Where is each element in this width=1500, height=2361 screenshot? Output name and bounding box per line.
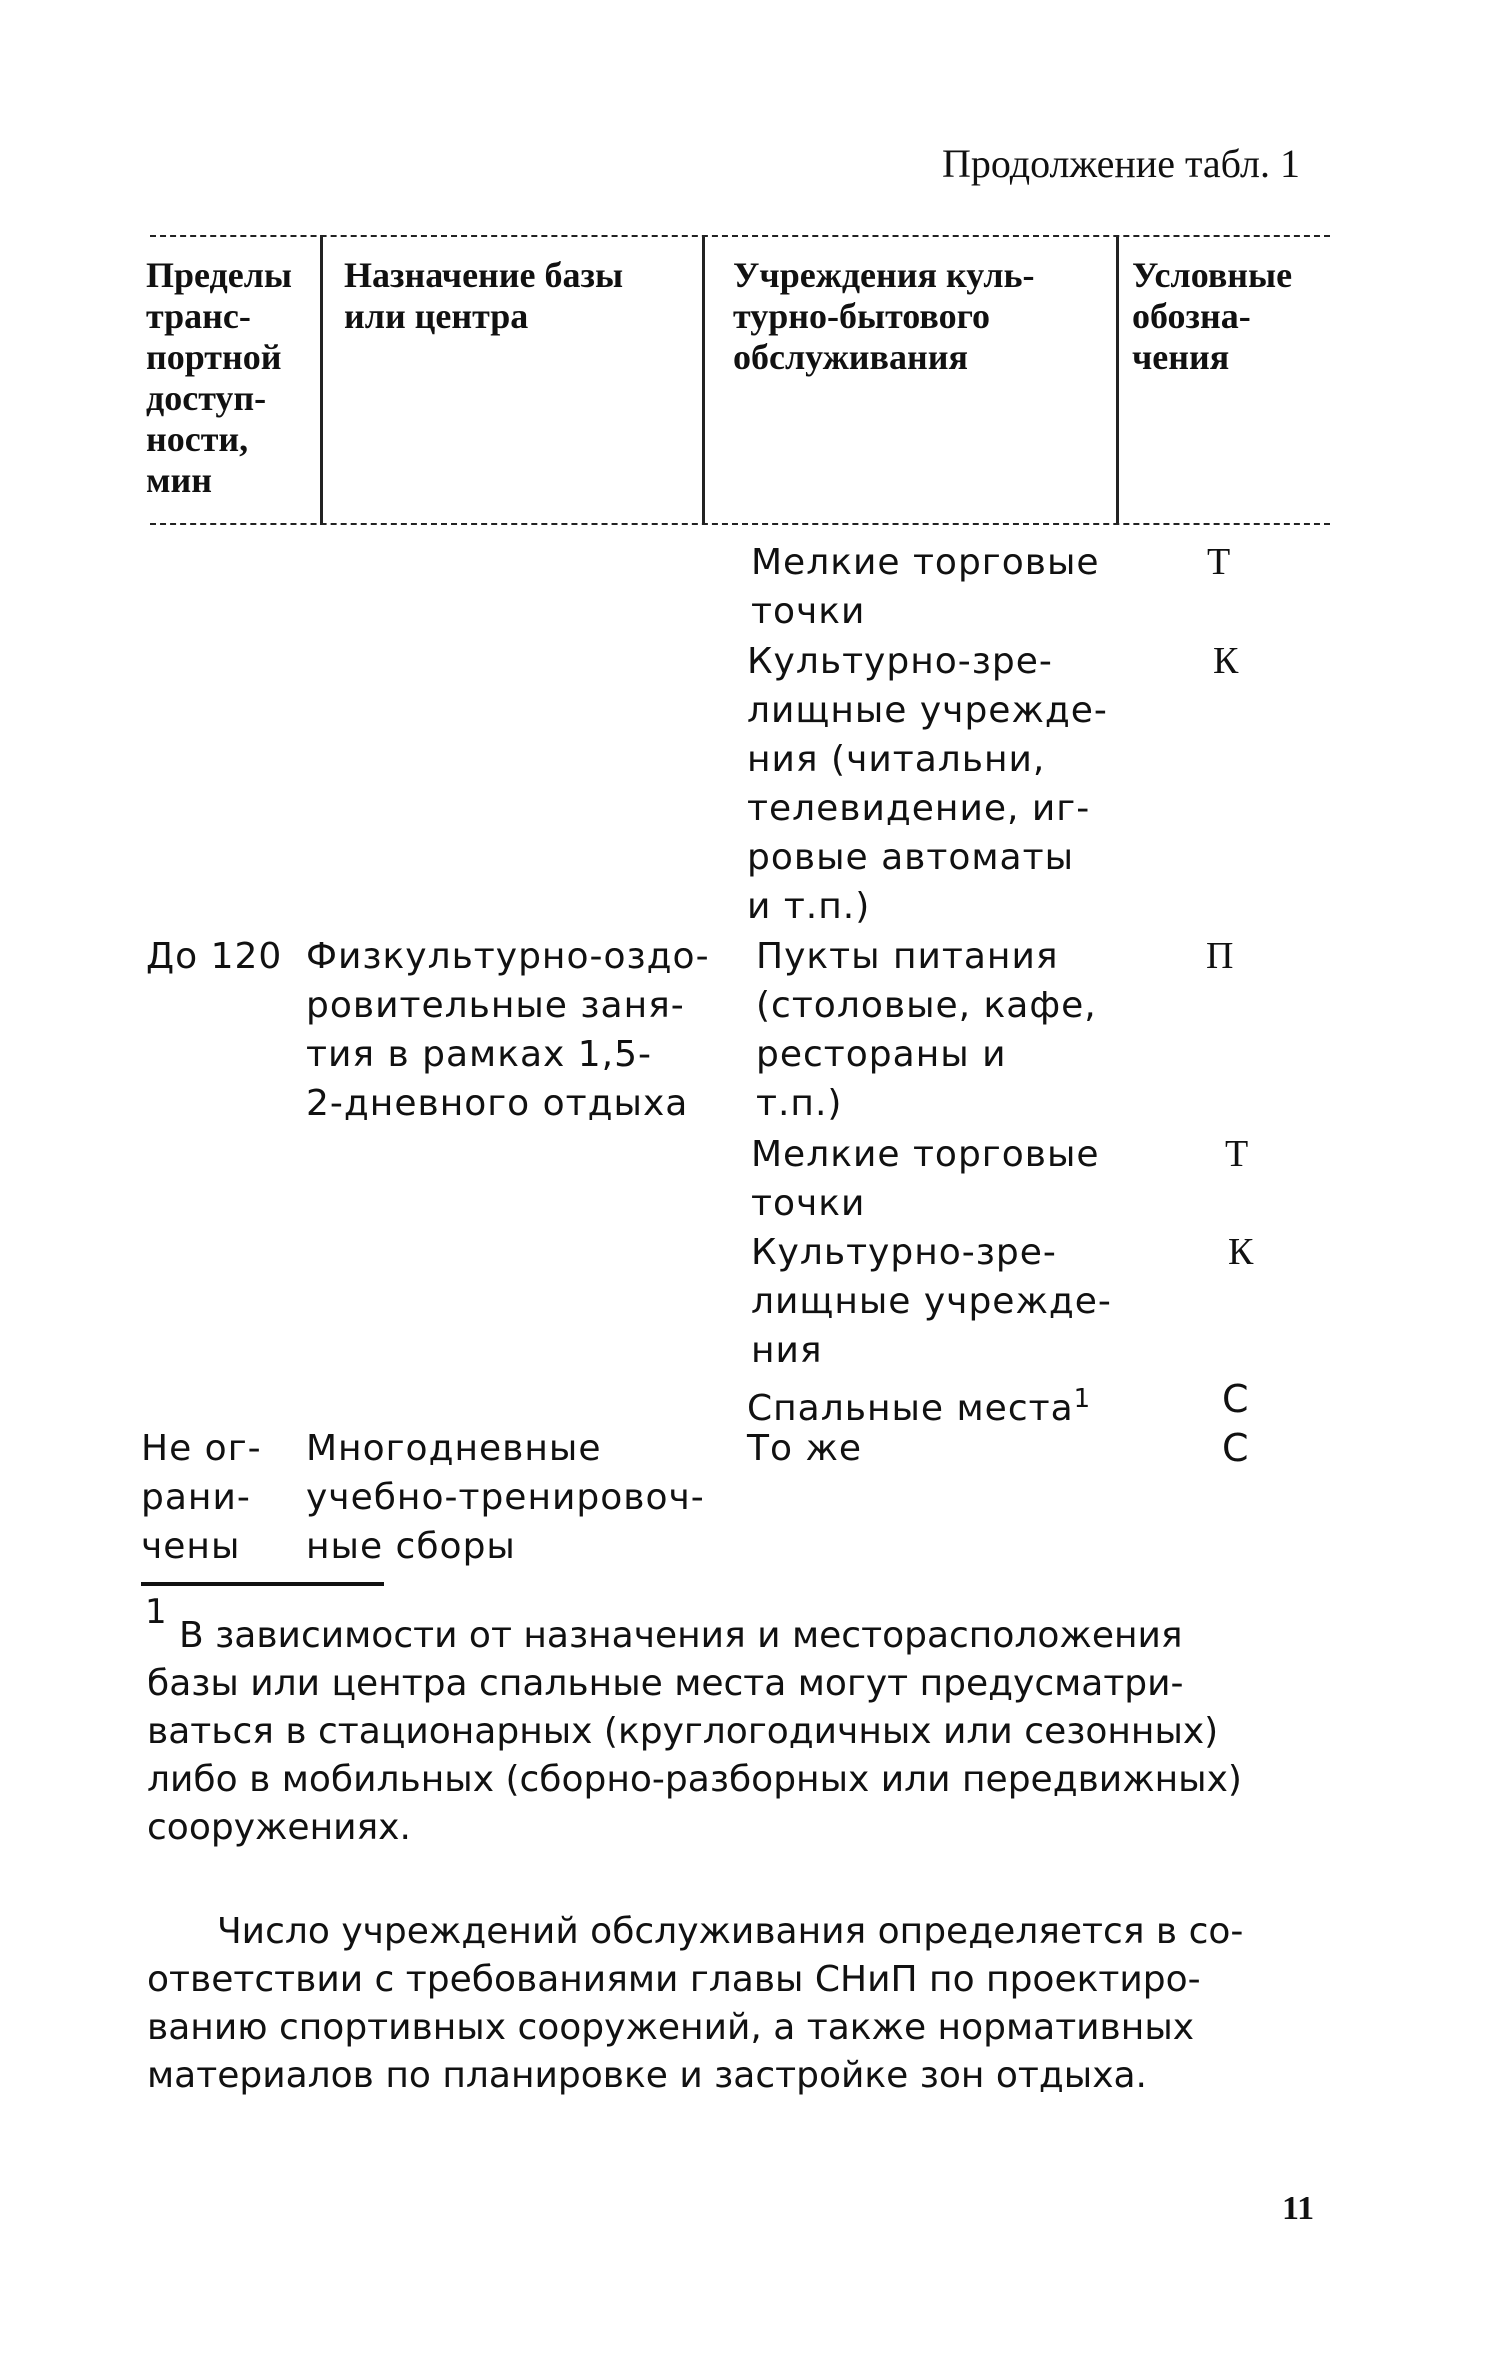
footnote-line: базы или центра спальные места могут предусматри- [147, 1663, 1184, 1704]
paragraph-line: ответствии с требованиями главы СНиП по проектиро- [147, 1959, 1201, 2000]
facility-cell [747, 1424, 862, 1473]
facility-cell [747, 637, 1108, 931]
purpose-line: 2-дневного отдыха [306, 1083, 689, 1124]
header-transport-limits [146, 255, 292, 501]
facility-line: Пукты питания [756, 936, 1059, 977]
limit-line: рани- [141, 1477, 251, 1518]
footnote-text [147, 1612, 1242, 1852]
header-line: Назначение базы [344, 255, 624, 295]
facility-line: То же [747, 1428, 863, 1469]
facility-line: Культурно-зре- [751, 1232, 1057, 1273]
symbol-cell: Т [1225, 1133, 1249, 1175]
facility-line: лищные учрежде- [751, 1281, 1112, 1322]
header-line: Учреждения куль- [733, 255, 1035, 295]
header-line: турно-бытового [733, 296, 991, 336]
header-line: Условные [1132, 255, 1293, 295]
symbol-cell: Т [1207, 541, 1231, 583]
header-line: доступ- [146, 378, 267, 418]
facility-line: т.п.) [756, 1083, 843, 1124]
header-line: портной [146, 337, 282, 377]
footnote-line: В зависимости от назначения и месторасположения [179, 1615, 1183, 1656]
column-divider-3 [1116, 235, 1119, 525]
limit-line: чены [141, 1526, 241, 1567]
paragraph-line: Число учреждений обслуживания определяется в со- [217, 1911, 1244, 1952]
footnote-line: ваться в стационарных (круглогодичных или сезонных) [147, 1711, 1219, 1752]
facility-line: лищные учрежде- [747, 690, 1108, 731]
facility-line: Культурно-зре- [747, 641, 1053, 682]
symbol-cell: К [1213, 640, 1239, 682]
facility-line: ния (читальни, [747, 739, 1046, 780]
header-line: чения [1132, 337, 1230, 377]
header-line: Пределы [146, 255, 293, 295]
footnote-ref: 1 [1073, 1384, 1092, 1414]
header-symbols [1132, 255, 1292, 378]
symbol-cell: С [1222, 1426, 1249, 1470]
body-paragraph [147, 1908, 1243, 2100]
footnote-mark: 1 [145, 1592, 167, 1632]
header-line: обозна- [1132, 296, 1251, 336]
header-line: обслуживания [733, 337, 968, 377]
purpose-line: ные сборы [306, 1526, 516, 1567]
purpose-cell [306, 932, 710, 1128]
limit-line: До 120 [146, 936, 283, 977]
facility-line: Спальные места [747, 1388, 1074, 1429]
symbol-cell: С [1222, 1377, 1249, 1421]
page-number: 11 [1282, 2190, 1315, 2227]
purpose-cell [306, 1424, 705, 1571]
header-facilities [733, 255, 1035, 378]
facility-line: Мелкие торговые [751, 1134, 1100, 1175]
symbol-cell: К [1228, 1231, 1254, 1273]
facility-line: ровые автоматы [747, 837, 1074, 878]
header-line: ности, [146, 419, 249, 459]
purpose-line: ровительные заня- [306, 985, 685, 1026]
table-caption: Продолжение табл. 1 [942, 141, 1300, 186]
facility-line: точки [751, 1183, 866, 1224]
footnote-rule [141, 1582, 384, 1586]
column-divider-2 [702, 235, 705, 525]
facility-cell [756, 932, 1097, 1128]
footnote-line: либо в мобильных (сборно-разборных или передвижных) [147, 1759, 1242, 1800]
header-purpose [344, 255, 623, 337]
table-header-bottom-rule [150, 523, 1330, 525]
paragraph-line: ванию спортивных сооружений, а также нормативных [147, 2007, 1195, 2048]
facility-line: (столовые, кафе, [756, 985, 1097, 1026]
facility-line: ния [751, 1330, 823, 1371]
paragraph-line: материалов по планировке и застройке зон отдыха. [147, 2055, 1148, 2096]
purpose-line: тия в рамках 1,5- [306, 1034, 652, 1075]
facility-cell [751, 1228, 1112, 1375]
facility-line: Мелкие торговые [751, 542, 1100, 583]
symbol-cell: П [1206, 935, 1234, 977]
facility-line: телевидение, иг- [747, 788, 1091, 829]
limit-cell [141, 1424, 262, 1571]
purpose-line: учебно-тренировоч- [306, 1477, 705, 1518]
facility-line: и т.п.) [747, 886, 871, 927]
limit-cell [146, 932, 282, 981]
header-line: мин [146, 460, 213, 500]
limit-line: Не ог- [141, 1428, 262, 1469]
facility-line: точки [751, 591, 866, 632]
header-line: или центра [344, 296, 529, 336]
column-divider-1 [320, 235, 323, 525]
facility-cell [751, 538, 1100, 636]
purpose-line: Физкультурно-оздо- [306, 936, 710, 977]
footnote-line: сооружениях. [147, 1807, 411, 1848]
table-top-rule [150, 235, 1330, 237]
purpose-line: Многодневные [306, 1428, 602, 1469]
header-line: транс- [146, 296, 251, 336]
facility-cell [751, 1130, 1100, 1228]
facility-line: рестораны и [756, 1034, 1007, 1075]
